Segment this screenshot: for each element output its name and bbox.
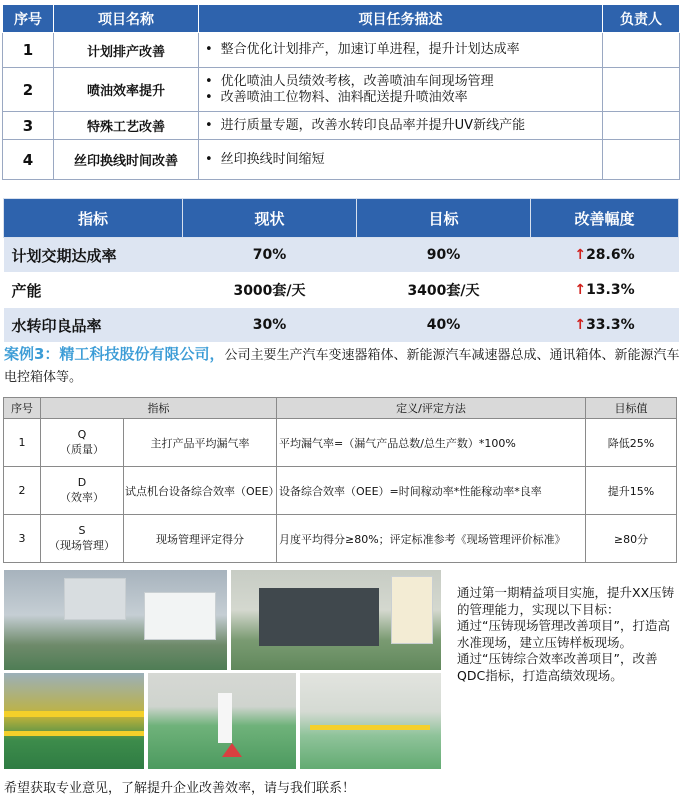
table-row bbox=[3, 33, 680, 68]
kpi-change bbox=[530, 238, 678, 273]
metric-name: 试点机台设备综合效率（OEE） bbox=[124, 467, 277, 515]
project-desc bbox=[199, 112, 603, 140]
metric-name: 主打产品平均漏气率 bbox=[124, 419, 277, 467]
metric-code-sub: （质量） bbox=[60, 443, 104, 456]
owner-cell bbox=[603, 140, 680, 180]
up-arrow-icon: ↑ bbox=[574, 282, 587, 298]
project-desc bbox=[199, 68, 603, 112]
target-table-header bbox=[4, 398, 677, 419]
kpi-target: 40% bbox=[356, 308, 530, 343]
case-text: 公司主要生产汽车变速器箱体、新能源汽车减速器总成、通讯箱体、新能源汽车电控箱体等。 bbox=[4, 348, 680, 385]
kpi-current: 30% bbox=[183, 308, 357, 343]
desc-bullet: • 优化喷油人员绩效考核，改善喷油车间现场管理 bbox=[205, 74, 596, 90]
col-header-change: 改善幅度 bbox=[530, 199, 678, 238]
col-header-metric: 指标 bbox=[4, 199, 183, 238]
table-row bbox=[4, 273, 679, 308]
kpi-change-value: 33.3% bbox=[586, 317, 635, 333]
kpi-target: 3400套/天 bbox=[356, 273, 530, 308]
metric-code-sub: （现场管理） bbox=[49, 539, 115, 552]
col-header-num: 序号 bbox=[3, 5, 54, 33]
col-header-owner: 负责人 bbox=[603, 5, 680, 33]
table-row bbox=[4, 515, 677, 563]
desc-bullet: • 整合优化计划排产，加速订单进程，提升计划达成率 bbox=[205, 42, 596, 58]
owner-cell bbox=[603, 112, 680, 140]
metric-code-letter: S bbox=[78, 524, 86, 537]
desc-bullet: • 进行质量专题，改善水转印良品率并提升UV新线产能 bbox=[205, 118, 596, 134]
desc-bullet: • 改善喷油工位物料、油料配送提升喷油效率 bbox=[205, 90, 596, 106]
metric-code bbox=[41, 515, 124, 563]
kpi-change bbox=[530, 308, 678, 343]
photo-yellow-line bbox=[310, 725, 430, 730]
metric-code bbox=[41, 467, 124, 515]
target-table bbox=[3, 397, 677, 563]
col-header-target: 目标 bbox=[356, 199, 530, 238]
side-paragraph: 通过第一期精益项目实施，提升XX压铸的管理能力，实现以下目标： bbox=[457, 585, 675, 617]
factory-photo-4 bbox=[148, 673, 296, 769]
photo-yellow-rail bbox=[4, 731, 144, 736]
project-name: 特殊工艺改善 bbox=[54, 112, 199, 140]
kpi-change bbox=[530, 273, 678, 308]
col-header-definition: 定义/评定方法 bbox=[277, 398, 586, 419]
side-paragraph: 通过“压铸现场管理改善项目”，打造高水准现场，建立压铸样板现场。 bbox=[457, 618, 670, 650]
project-desc bbox=[199, 33, 603, 68]
col-header-desc: 项目任务描述 bbox=[199, 5, 603, 33]
project-table-header bbox=[3, 5, 680, 33]
kpi-label: 产能 bbox=[4, 273, 183, 308]
row-num: 2 bbox=[3, 68, 54, 112]
metric-goal: 降低25% bbox=[586, 419, 677, 467]
side-paragraph: 通过“压铸综合效率改善项目”，改善QDC指标，打造高绩效现场。 bbox=[457, 651, 658, 683]
project-name: 计划排产改善 bbox=[54, 33, 199, 68]
photo-yellow-rail bbox=[4, 711, 144, 717]
project-name: 喷油效率提升 bbox=[54, 68, 199, 112]
photo-board bbox=[391, 576, 433, 644]
kpi-change-value: 28.6% bbox=[586, 247, 635, 263]
col-header-num: 序号 bbox=[4, 398, 41, 419]
kpi-table bbox=[3, 198, 679, 343]
table-row bbox=[4, 467, 677, 515]
row-num: 3 bbox=[4, 515, 41, 563]
row-num: 1 bbox=[3, 33, 54, 68]
metric-definition: 平均漏气率=（漏气产品总数/总生产数）*100% bbox=[277, 419, 586, 467]
side-summary bbox=[457, 585, 679, 684]
factory-photo-5 bbox=[300, 673, 441, 769]
metric-definition: 设备综合效率（OEE）=时间稼动率*性能稼动率*良率 bbox=[277, 467, 586, 515]
photo-machine bbox=[64, 578, 126, 620]
metric-goal: ≥80分 bbox=[586, 515, 677, 563]
kpi-current: 3000套/天 bbox=[183, 273, 357, 308]
factory-photo-2 bbox=[231, 570, 441, 670]
row-num: 1 bbox=[4, 419, 41, 467]
col-header-metric: 指标 bbox=[41, 398, 277, 419]
table-row bbox=[4, 419, 677, 467]
case-paragraph bbox=[4, 343, 680, 389]
desc-bullet: • 丝印换线时间缩短 bbox=[205, 152, 596, 168]
kpi-label: 计划交期达成率 bbox=[4, 238, 183, 273]
row-num: 2 bbox=[4, 467, 41, 515]
table-row bbox=[4, 238, 679, 273]
metric-code bbox=[41, 419, 124, 467]
table-row bbox=[4, 308, 679, 343]
project-table bbox=[2, 4, 680, 180]
kpi-current: 70% bbox=[183, 238, 357, 273]
metric-code-sub: （效率） bbox=[60, 491, 104, 504]
kpi-label: 水转印良品率 bbox=[4, 308, 183, 343]
table-row bbox=[3, 112, 680, 140]
metric-name: 现场管理评定得分 bbox=[124, 515, 277, 563]
factory-photo-3 bbox=[4, 673, 144, 769]
kpi-change-value: 13.3% bbox=[586, 282, 635, 298]
owner-cell bbox=[603, 33, 680, 68]
footer-text: 希望获取专业意见，了解提升企业改善效率，请与我们联系！ bbox=[4, 781, 356, 796]
kpi-target: 90% bbox=[356, 238, 530, 273]
photo-rack bbox=[259, 588, 379, 646]
case-title: 案例3：精工科技股份有限公司， bbox=[4, 345, 225, 363]
floor-arrow-icon bbox=[222, 743, 242, 757]
metric-code-letter: D bbox=[77, 476, 87, 489]
row-num: 4 bbox=[3, 140, 54, 180]
metric-goal: 提升15% bbox=[586, 467, 677, 515]
kpi-table-header bbox=[4, 199, 679, 238]
metric-definition: 月度平均得分≥80%；评定标准参考《现场管理评价标准》 bbox=[277, 515, 586, 563]
up-arrow-icon: ↑ bbox=[574, 317, 587, 333]
up-arrow-icon: ↑ bbox=[574, 247, 587, 263]
factory-photo-1 bbox=[4, 570, 227, 670]
project-name: 丝印换线时间改善 bbox=[54, 140, 199, 180]
row-num: 3 bbox=[3, 112, 54, 140]
project-desc bbox=[199, 140, 603, 180]
col-header-name: 项目名称 bbox=[54, 5, 199, 33]
owner-cell bbox=[603, 68, 680, 112]
photo-crosswalk bbox=[218, 693, 232, 743]
metric-code-letter: Q bbox=[77, 428, 87, 441]
table-row bbox=[3, 140, 680, 180]
col-header-current: 现状 bbox=[183, 199, 357, 238]
col-header-goal: 目标值 bbox=[586, 398, 677, 419]
photo-board bbox=[144, 592, 216, 640]
table-row bbox=[3, 68, 680, 112]
